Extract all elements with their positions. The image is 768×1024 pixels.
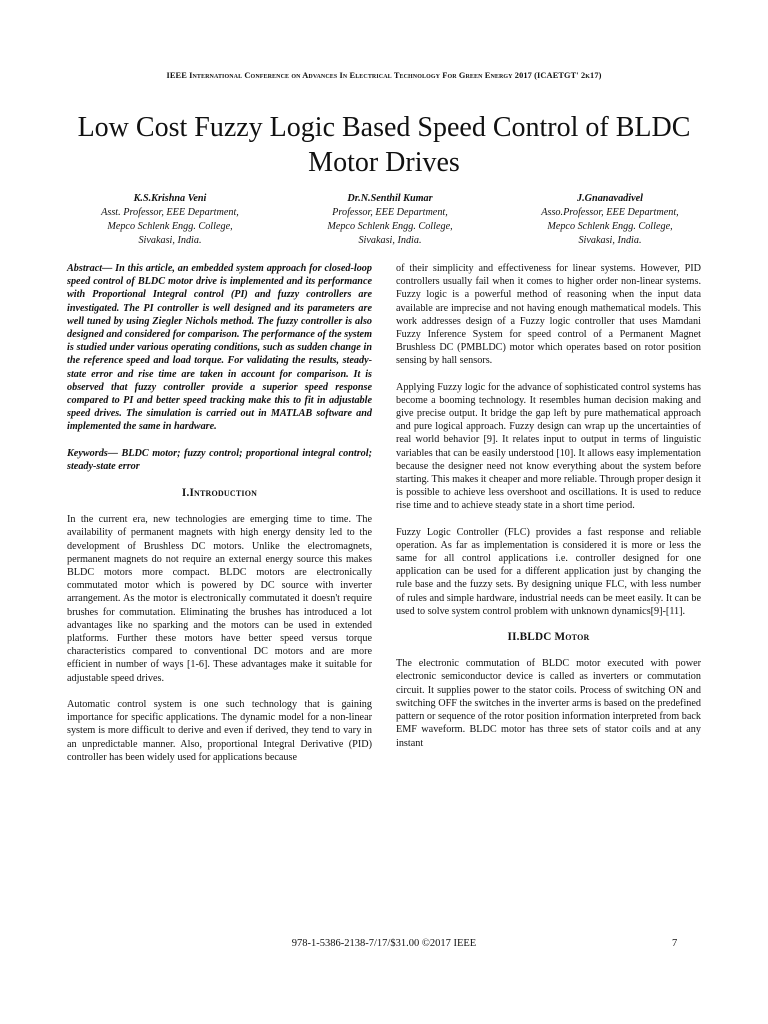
paper-title: Low Cost Fuzzy Logic Based Speed Control of BLDC Motor Drives bbox=[77, 112, 691, 178]
author-2 bbox=[280, 192, 500, 248]
copyright-line: 978-1-5386-2138-7/17/$31.00 ©2017 IEEE bbox=[291, 938, 477, 949]
author-block bbox=[60, 192, 720, 248]
author-affiliation-line: Mepco Schlenk Engg. College, bbox=[107, 221, 233, 232]
author-name: J.Gnanavadivel bbox=[577, 193, 643, 204]
running-header: IEEE International Conference on Advances In Electrical Technology For Green Energy 2017 (ICAETGT' 2k17) bbox=[166, 71, 602, 80]
author-3 bbox=[500, 192, 720, 248]
body-paragraph: In the current era, new technologies are emerging time to time. The availability of permanent magnets with high energy density led to the development of Brushless DC motors. Unlike the electromagnets, permanent magnets do not require an external energy source this makes BLDC motors more compact. BLDC motors are electronically commutated motor which is powered by DC source with inverter arrangement. As the motor is electronically commutated it doesn't require brushes for commutation. Eliminating the brushes has introduced a lot advantages like no sparking and the motors can be used in extended platforms. Further these motors have better speed versus torque characteristics compared to conventional DC motors and are more efficient in number of ways [1-6]. These advantages make it suitable for adjustable speed drives. bbox=[67, 514, 372, 684]
body-paragraph: Fuzzy Logic Controller (FLC) provides a fast response and reliable operation. As far as implementation is considered it is more or less the same for all control applications i.e. controller designed for one application can be used for a different application just by changing the rule base and the fuzzy sets. By designing unique FLC, with less number of rules and simple hardware, industrial needs can be meet easily. It can be used to solve system control problem with unknown dynamics[9]-[11]. bbox=[396, 526, 701, 617]
abstract-text: In this article, an embedded system approach for closed-loop speed control of BLDC motor drive is implemented and its performance with Proportional Integral control (PI) and fuzzy controllers are investigated. The PI controller is well designed and its parameters are well tuned by using Ziegler Nichols method. The fuzzy controller is also designed and considered for comparison. The performance of the system is studied under various operating conditions, such as sudden change in the reference speed and load torque. For validating the results, steady-state error and rise time are taken in account for comparison. It is observed that fuzzy controller provide a superior speed response compared to PI and better speed tracking make this to fit in adjustable speed drives. The simulation is carried out in MATLAB software and implemented the same in hardware. bbox=[67, 263, 372, 433]
page-number: 7 bbox=[672, 938, 678, 949]
section-heading-bldc-motor: II.BLDC Motor bbox=[507, 631, 590, 644]
author-affiliation-line: Asst. Professor, EEE Department, bbox=[101, 207, 239, 218]
left-column bbox=[67, 262, 372, 777]
author-affiliation-line: Mepco Schlenk Engg. College, bbox=[547, 221, 673, 232]
author-affiliation-line: Sivakasi, India. bbox=[138, 235, 202, 246]
body-paragraph: Automatic control system is one such technology that is gaining importance for specific applications. The dynamic model for a non-linear system is more difficult to derive and even if derived, they tend to vary in an unpredictable manner. Also, proportional Integral Derivative (PID) controller has been widely used for applications because bbox=[67, 698, 372, 763]
author-affiliation-line: Asso.Professor, EEE Department, bbox=[541, 207, 679, 218]
right-column bbox=[396, 262, 701, 763]
keywords-text: BLDC motor; fuzzy control; proportional integral control; steady-state error bbox=[67, 447, 372, 472]
body-paragraph: Applying Fuzzy logic for the advance of sophisticated control systems has become a booming technology. It resembles human decision making and give precise output. It bridge the gap left by pure mathematical approach and pure logical approach. Fuzzy design can wrap up the uncertainties of real world behavior [9]. It relates input to output in terms of linguistic variables that can be easily understood [10]. It allows easy implementation because the designer need not know everything about the system before starting. This makes it cheaper and more reliable. Through proper design it is possible to achieve less overshoot and oscillations. It is used to reduce rise time and to achieve steady state in a short time period. bbox=[396, 381, 701, 512]
author-affiliation-line: Mepco Schlenk Engg. College, bbox=[327, 221, 453, 232]
section-heading-introduction: I.Introduction bbox=[181, 487, 258, 500]
body-paragraph: The electronic commutation of BLDC motor executed with power electronic semiconductor device is called as inverters or commutation circuit. It supplies power to the stator coils. Process of switching ON and switching OFF the switches in the inverter arms is based on the predefined pattern or sequence of the rotor position information interpreted from back EMF waveform. BLDC motor has three sets of stator coils and at any instant bbox=[396, 658, 701, 749]
author-affiliation-line: Sivakasi, India. bbox=[578, 235, 642, 246]
author-name: Dr.N.Senthil Kumar bbox=[347, 193, 433, 204]
author-1 bbox=[60, 192, 280, 248]
keywords-label: Keywords— bbox=[67, 447, 118, 459]
author-affiliation-line: Professor, EEE Department, bbox=[332, 207, 448, 218]
author-name: K.S.Krishna Veni bbox=[133, 193, 207, 204]
abstract-label: Abstract— bbox=[67, 263, 113, 274]
author-affiliation-line: Sivakasi, India. bbox=[358, 235, 422, 246]
body-paragraph: of their simplicity and effectiveness for linear systems. However, PID controllers usually fail when it comes to higher order non-linear systems. Fuzzy logic is a powerful method of reasoning when the input data available are imprecise and not having enough mathematical models. This work addresses design of a Fuzzy logic controller that uses Mamdani Fuzzy Inference System for speed control of a Permanent Magnet Brushless DC (PMBLDC) motor which operates based on rotor position sensing by hall sensors. bbox=[396, 263, 701, 367]
keywords bbox=[67, 447, 372, 473]
abstract bbox=[67, 262, 372, 434]
